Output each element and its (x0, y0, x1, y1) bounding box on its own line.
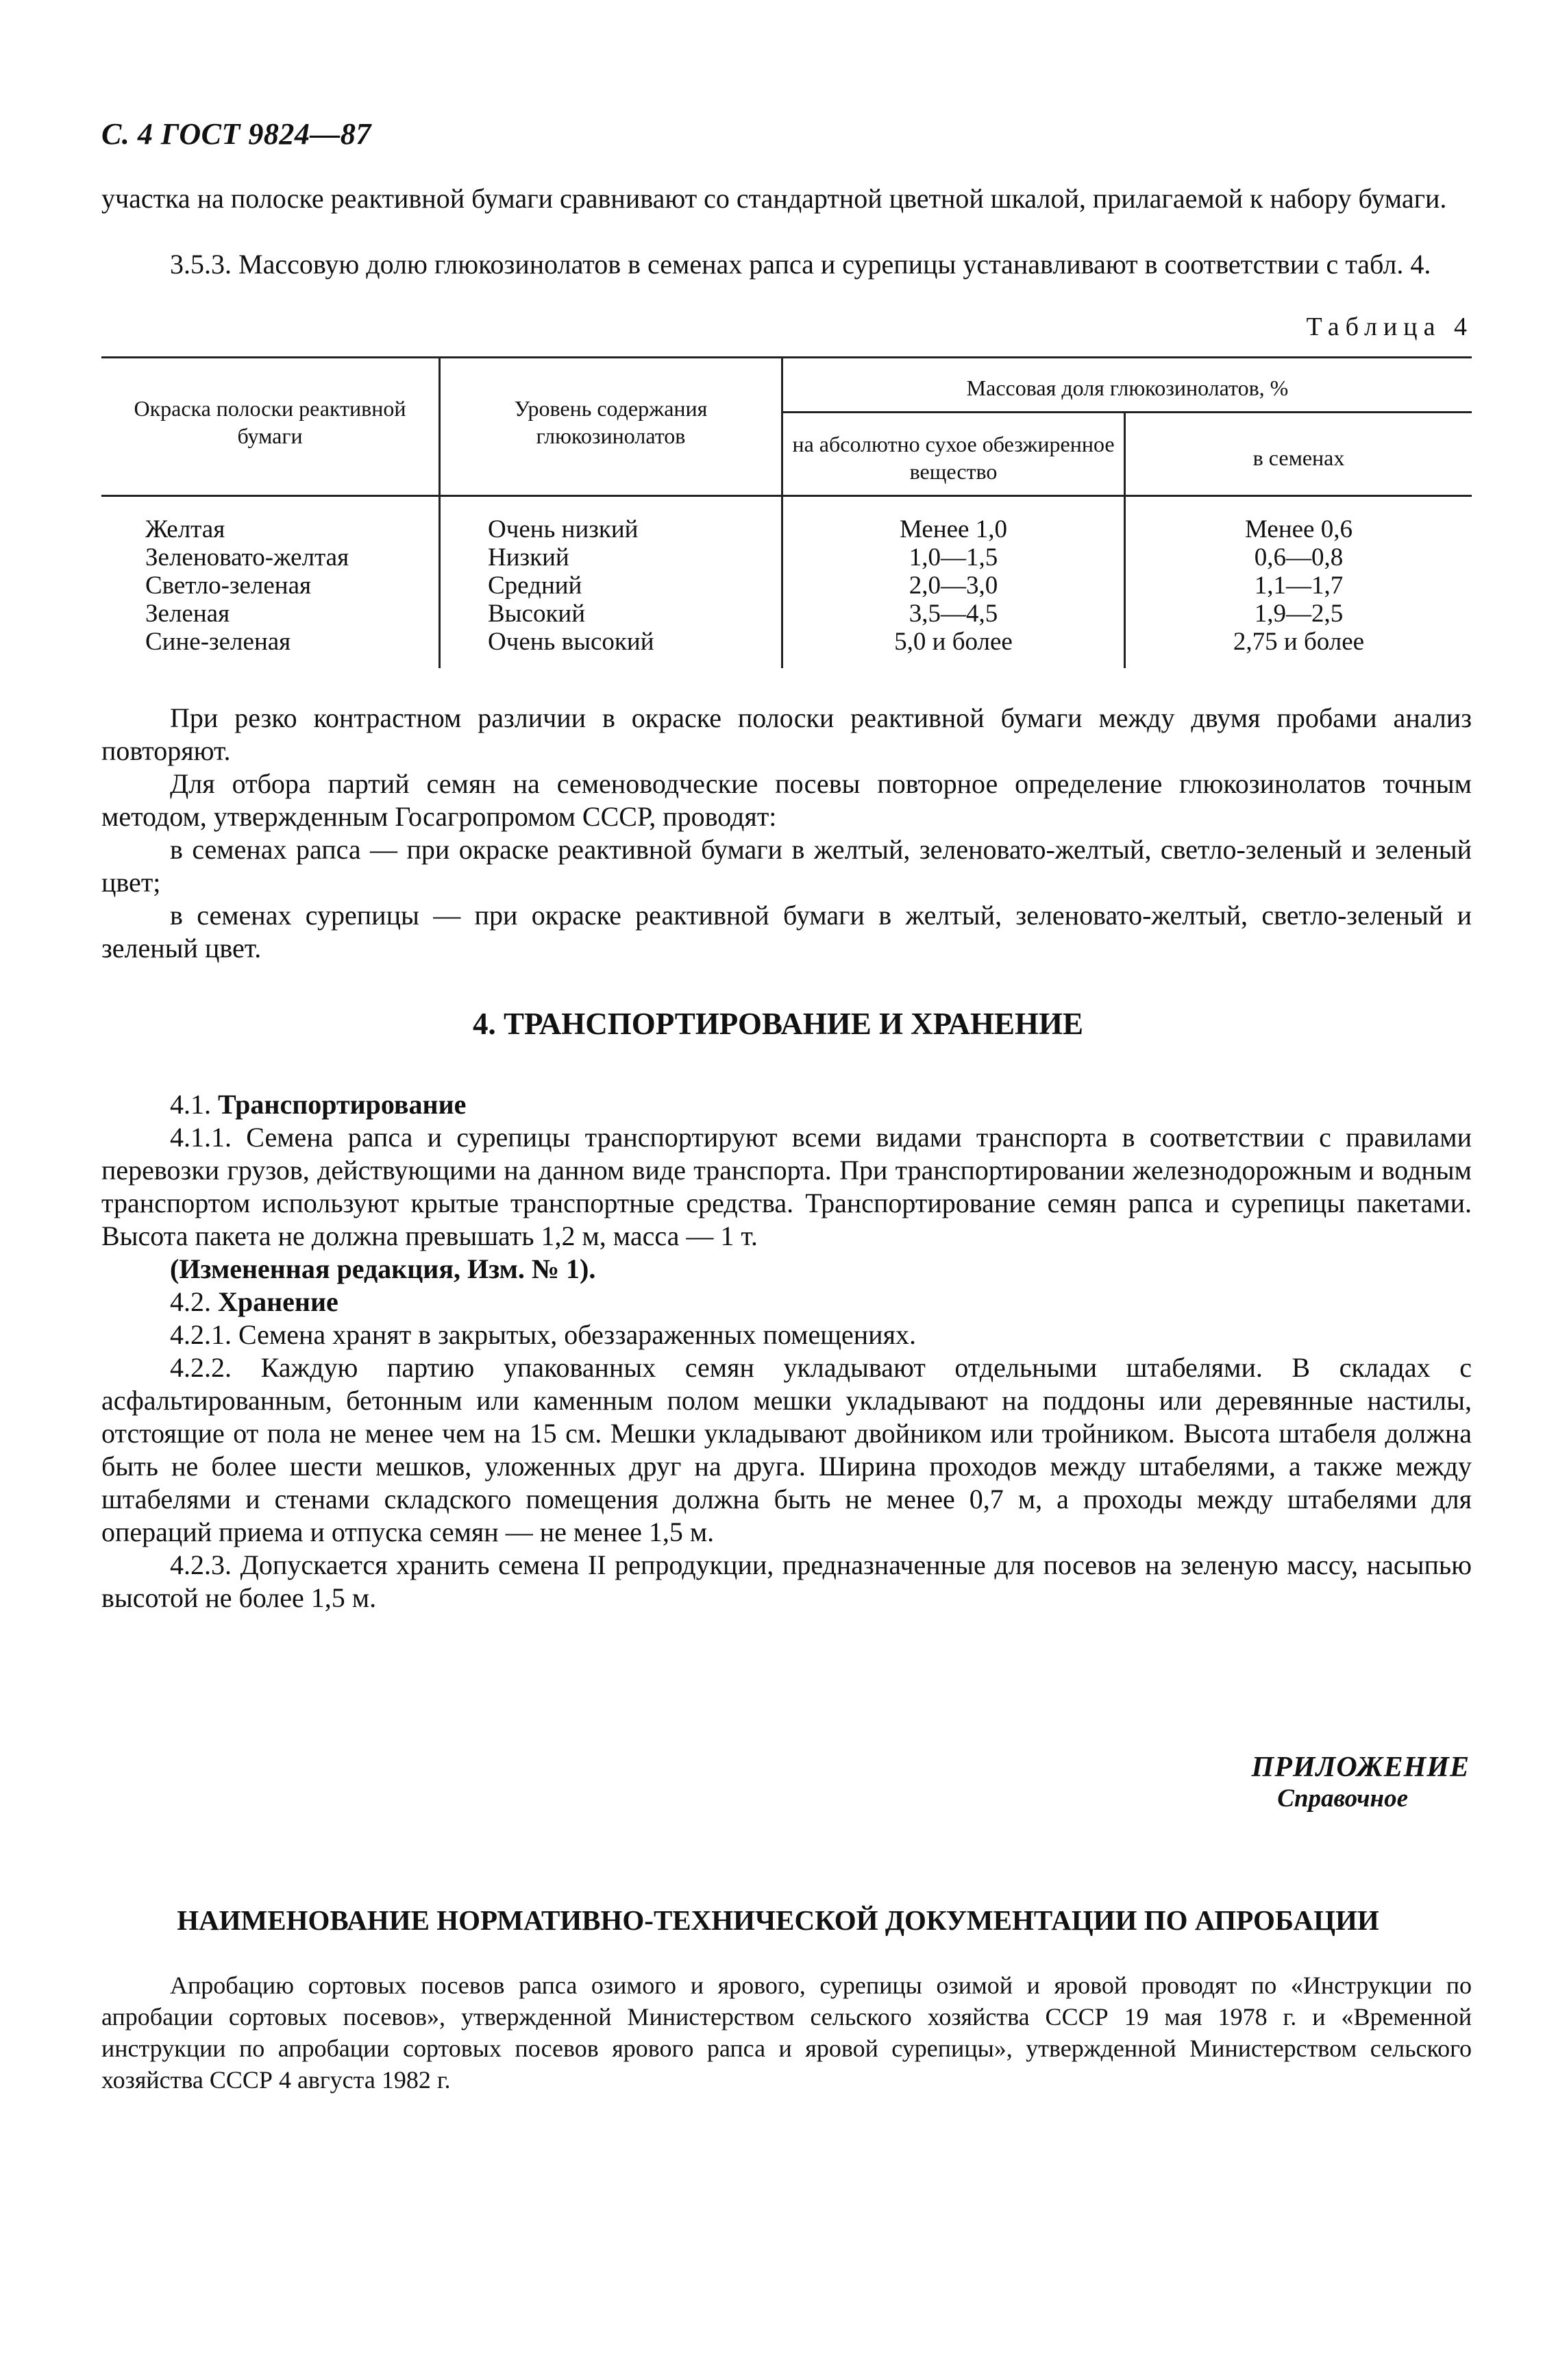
subsection-number: 4.2. (170, 1286, 211, 1317)
paragraph-turnip-rape: в семенах сурепицы — при окраске реактивной бумаги в желтый, зеленовато-желтый, светло-зеленый и зеленый цвет. (101, 900, 1472, 964)
paragraph-rapeseed: в семенах рапса — при окраске реактивной бумаги в желтый, зеленовато-желтый, светло-зеленый и зеленый цвет; (101, 834, 1472, 898)
paragraph-contrast: При резко контрастном различии в окраске полоски реактивной бумаги между двумя пробами анализ повторяют. (101, 702, 1472, 766)
table-cell: Менее 0,6 (1245, 515, 1353, 543)
table-cell: Средний (488, 572, 582, 600)
table-cell: 1,9—2,5 (1254, 600, 1344, 628)
clause-4-2-2: 4.2.2. Каждую партию упакованных семян укладывают отдельными штабелями. В складах с асфальтированным, бетонным или каменным полом мешки укладывают на поддоны или деревянные настилы, отстоящие от пола не менее чем на 15 см. Мешки укладывают двойником или тройником. Высота штабеля должна быть не более шести мешков, уложенных друг на друга. Ширина проходов между штабелями, а также между штабелями и стенами складского помещения должна быть не менее 0,7 м, а проходы между штабелями для операций приема и отпуска семян — не менее 1,5 м. (101, 1352, 1472, 1547)
table-header-level: Уровень содержания глюкозинолатов (514, 396, 708, 448)
table-header-seeds: в семенах (1252, 445, 1345, 470)
appendix-text: Апробацию сортовых посевов рапса озимого и ярового, сурепицы озимой и яровой проводят по «Инструкции по апробации сортовых посевов», утвержденной Министерством сельского хозяйства СССР 19 мая 1978 г. и «Временной инструкции по апробации сортовых посевов ярового рапса и яровой сурепицы», утвержденной Министерством сельского хозяйства СССР 4 августа 1982 г. (101, 1972, 1472, 2094)
table-cell: Низкий (488, 543, 569, 572)
table-column-dry-matter (783, 515, 1124, 656)
subsection-title: Хранение (218, 1286, 338, 1317)
clause-4-2-3: 4.2.3. Допускается хранить семена II репродукции, предназначенные для посевов на зеленую массу, насыпью высотой не более 1,5 м. (101, 1549, 1472, 1613)
section-heading: 4. ТРАНСПОРТИРОВАНИЕ И ХРАНЕНИЕ (473, 1007, 1083, 1041)
table-column-color (145, 515, 349, 656)
table-cell: Очень высокий (488, 628, 654, 656)
table-header-dry-matter: на абсолютно сухое обезжиренное вещество (792, 432, 1115, 484)
table-header-color: Окраска полоски реактивной бумаги (134, 396, 406, 448)
page-header: С. 4 ГОСТ 9824—87 (101, 117, 371, 151)
table-cell: Очень низкий (488, 515, 639, 543)
edit-note: (Измененная редакция, Изм. № 1). (170, 1253, 596, 1284)
table-header-rule (101, 495, 1472, 497)
table-group-rule (781, 411, 1472, 413)
table-cell: Желтая (145, 515, 225, 543)
appendix-sublabel: Справочное (1277, 1784, 1408, 1813)
table-top-rule (101, 356, 1472, 358)
table-header-group: Массовая доля глюкозинолатов, % (966, 376, 1289, 400)
table-column-level (488, 515, 654, 656)
table-cell: Менее 1,0 (900, 515, 1007, 543)
clause-3-5-3: 3.5.3. Массовую долю глюкозинолатов в семенах рапса и сурепицы устанавливают в соответствии с табл. 4. (170, 249, 1431, 280)
table-cell: 0,6—0,8 (1254, 543, 1344, 572)
table-cell: 5,0 и более (894, 628, 1013, 656)
table-cell: Сине-зеленая (145, 628, 291, 656)
table-cell: Зеленовато-желтая (145, 543, 349, 572)
appendix-label: ПРИЛОЖЕНИЕ (1251, 1752, 1470, 1783)
subsection-4-1 (101, 1088, 1472, 1121)
table-caption: Таблица 4 (1306, 312, 1473, 341)
appendix-title: НАИМЕНОВАНИЕ НОРМАТИВНО-ТЕХНИЧЕСКОЙ ДОКУМЕНТАЦИИ ПО АПРОБАЦИИ (177, 1904, 1379, 1936)
subsection-4-2 (101, 1286, 1472, 1318)
intro-paragraph-continued: участка на полоске реактивной бумаги сравнивают со стандартной цветной шкалой, прилагаемой к набору бумаги. (101, 183, 1447, 214)
table-cell: 2,75 и более (1233, 628, 1365, 656)
subsection-number: 4.1. (170, 1089, 211, 1120)
table-cell: Высокий (488, 600, 586, 628)
table-cell: Светло-зеленая (145, 572, 312, 600)
subsection-title: Транспортирование (218, 1089, 467, 1120)
clause-4-2-1: 4.2.1. Семена хранят в закрытых, обеззараженных помещениях. (170, 1319, 916, 1350)
table-cell: 1,1—1,7 (1254, 572, 1344, 600)
paragraph-selection: Для отбора партий семян на семеноводческие посевы повторное определение глюкозинолатов точным методом, утвержденным Госагропромом СССР, проводят: (101, 768, 1472, 832)
table-cell: 2,0—3,0 (909, 572, 998, 600)
table-cell: Зеленая (145, 600, 230, 628)
table-column-seeds (1126, 515, 1472, 656)
table-cell: 3,5—4,5 (909, 600, 998, 628)
table-cell: 1,0—1,5 (909, 543, 998, 572)
clause-4-1-1: 4.1.1. Семена рапса и сурепицы транспортируют всеми видами транспорта в соответствии с правилами перевозки грузов, действующими на данном виде транспорта. При транспортировании железнодорожным и водным транспортом используют крытые транспортные средства. Транспортирование семян рапса и сурепицы пакетами. Высота пакета не должна превышать 1,2 м, масса — 1 т. (101, 1122, 1472, 1251)
